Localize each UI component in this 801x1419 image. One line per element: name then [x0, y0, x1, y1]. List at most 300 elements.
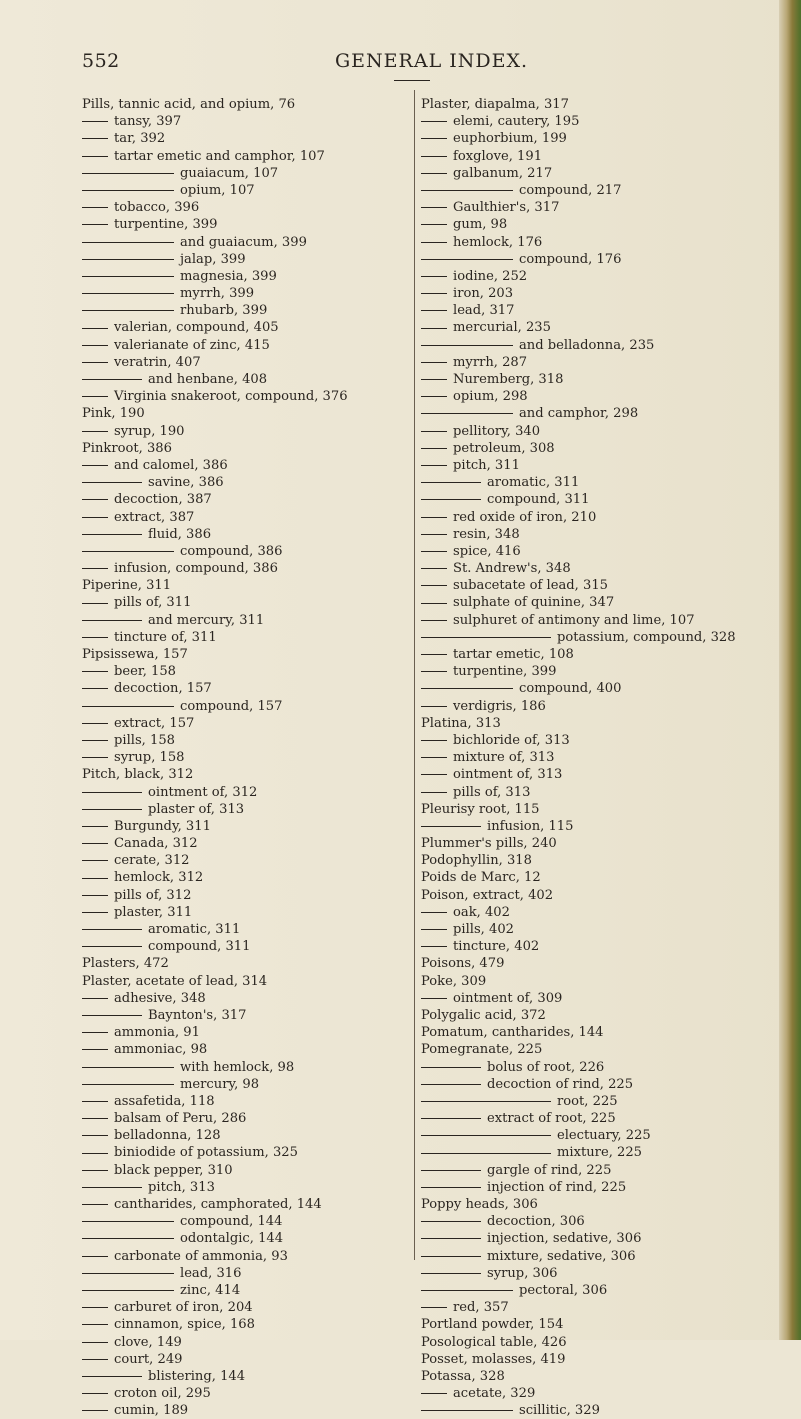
index-entry — [421, 1402, 781, 1419]
index-dash-rule — [82, 1376, 142, 1377]
index-entry — [82, 526, 422, 543]
index-entry — [421, 526, 781, 543]
index-entry-text: mercury, 98 — [180, 1076, 260, 1092]
index-entry — [421, 784, 781, 801]
index-entry-text: odontalgic, 144 — [180, 1231, 284, 1247]
index-dash-rule — [82, 465, 108, 466]
index-dash-rule — [421, 534, 447, 535]
index-dash-rule — [82, 276, 174, 277]
index-entry-text: extract of root, 225 — [487, 1111, 616, 1127]
index-dash-rule — [82, 1170, 108, 1171]
index-dash-rule — [421, 654, 447, 655]
index-entry-text: cinnamon, spice, 168 — [114, 1317, 255, 1333]
index-dash-rule — [421, 826, 481, 827]
index-dash-rule — [421, 1290, 513, 1291]
index-entry-text: Burgundy, 311 — [114, 818, 211, 834]
index-entry — [421, 1179, 781, 1196]
index-entry — [421, 113, 781, 130]
index-dash-rule — [421, 912, 447, 913]
index-dash-rule — [82, 1101, 108, 1102]
index-dash-rule — [82, 1067, 174, 1068]
index-dash-rule — [82, 1290, 174, 1291]
index-entry-text: Platina, 313 — [421, 715, 501, 731]
index-entry-text: pills, 402 — [453, 922, 514, 937]
index-entry — [421, 1282, 781, 1299]
index-entry-text: zinc, 414 — [180, 1282, 241, 1298]
index-dash-rule — [82, 156, 108, 157]
index-dash-rule — [421, 1084, 481, 1085]
index-entry — [421, 1127, 781, 1144]
header-ornament — [394, 80, 430, 87]
index-entry-text: hemlock, 176 — [453, 234, 543, 250]
index-entry — [82, 646, 422, 663]
index-entry-text: spice, 416 — [453, 543, 521, 559]
index-dash-rule — [82, 1324, 108, 1325]
index-entry — [82, 543, 422, 560]
index-entry-text: infusion, 115 — [487, 818, 574, 834]
index-entry-text: Poppy heads, 306 — [421, 1197, 538, 1212]
index-dash-rule — [421, 1238, 481, 1239]
index-entry-text: turpentine, 399 — [114, 217, 218, 233]
index-entry-text: lead, 317 — [453, 303, 515, 319]
index-entry — [82, 663, 422, 680]
index-dash-rule — [421, 448, 447, 449]
index-dash-rule — [82, 517, 108, 518]
index-dash-rule — [82, 843, 108, 844]
index-dash-rule — [421, 1187, 481, 1188]
index-entry-text: myrrh, 399 — [180, 286, 255, 302]
index-entry — [421, 337, 781, 354]
index-entry — [421, 629, 781, 646]
index-dash-rule — [421, 1273, 481, 1274]
index-dash-rule — [421, 413, 513, 414]
index-entry — [82, 268, 422, 285]
index-dash-rule — [421, 774, 447, 775]
index-entry-text: Pills, tannic acid, and opium, 76 — [82, 97, 296, 112]
index-entry — [421, 1059, 781, 1076]
index-entry — [82, 234, 422, 251]
index-entry-text: Potassa, 328 — [421, 1368, 505, 1384]
index-entry — [82, 1110, 422, 1127]
index-entry — [82, 835, 422, 852]
index-entry — [421, 1213, 781, 1230]
index-entry — [421, 319, 781, 336]
index-entry — [82, 869, 422, 886]
index-entry-text: balsam of Peru, 286 — [114, 1111, 247, 1127]
index-dash-rule — [82, 620, 142, 621]
index-entry-text: and henbane, 408 — [148, 372, 268, 387]
index-dash-rule — [82, 757, 108, 758]
index-entry — [82, 491, 422, 508]
index-dash-rule — [421, 740, 447, 741]
index-entry — [421, 543, 781, 560]
index-entry-text: ammonia, 91 — [114, 1025, 200, 1041]
index-entry-text: and guaiacum, 399 — [180, 234, 307, 250]
index-entry-text: resin, 348 — [453, 526, 520, 542]
index-entry — [421, 96, 781, 113]
index-entry — [421, 509, 781, 526]
index-entry — [421, 1144, 781, 1161]
index-dash-rule — [421, 1393, 447, 1394]
index-dash-rule — [82, 723, 108, 724]
index-dash-rule — [421, 345, 513, 346]
index-entry — [421, 594, 781, 611]
index-entry — [421, 766, 781, 783]
index-entry-text: fluid, 386 — [148, 526, 212, 542]
index-entry — [82, 199, 422, 216]
index-entry-text: elemi, cautery, 195 — [453, 114, 580, 130]
index-entry-text: tincture, 402 — [453, 939, 540, 955]
index-entry-text: plaster of, 313 — [148, 801, 245, 817]
index-dash-rule — [421, 568, 447, 569]
index-entry — [82, 1213, 422, 1230]
index-dash-rule — [82, 946, 142, 947]
index-entry-text: hemlock, 312 — [114, 870, 204, 886]
index-entry-text: tobacco, 396 — [114, 200, 200, 216]
index-entry-text: clove, 149 — [114, 1334, 182, 1350]
index-entry — [82, 1007, 422, 1024]
index-entry-text: syrup, 190 — [114, 423, 185, 439]
index-dash-rule — [82, 1204, 108, 1205]
index-dash-rule — [421, 224, 447, 225]
index-entry-text: syrup, 158 — [114, 750, 185, 766]
index-entry — [421, 148, 781, 165]
index-entry — [82, 955, 422, 972]
index-dash-rule — [421, 121, 447, 122]
index-entry — [82, 629, 422, 646]
index-dash-rule — [421, 190, 513, 191]
index-dash-rule — [421, 465, 447, 466]
index-dash-rule — [421, 585, 447, 586]
index-dash-rule — [82, 568, 108, 569]
index-entry — [82, 1144, 422, 1161]
index-dash-rule — [82, 551, 174, 552]
index-entry-text: Pleurisy root, 115 — [421, 801, 540, 817]
index-dash-rule — [82, 1135, 108, 1136]
index-entry-text: syrup, 306 — [487, 1265, 558, 1281]
page-title: GENERAL INDEX. — [335, 50, 529, 72]
index-dash-rule — [421, 1221, 481, 1222]
index-entry-text: iron, 203 — [453, 286, 514, 302]
index-dash-rule — [421, 671, 447, 672]
index-entry — [421, 457, 781, 474]
index-dash-rule — [82, 1153, 108, 1154]
index-entry-text: biniodide of potassium, 325 — [114, 1145, 298, 1161]
index-entry — [82, 715, 422, 732]
index-entry — [421, 1385, 781, 1402]
index-entry-text: pills of, 312 — [114, 887, 192, 903]
index-entry-text: ointment of, 312 — [148, 784, 258, 800]
index-entry-text: decoction of rind, 225 — [487, 1076, 634, 1092]
index-entry — [421, 423, 781, 440]
index-entry — [421, 302, 781, 319]
index-entry-text: veratrin, 407 — [114, 354, 201, 370]
index-entry — [421, 990, 781, 1007]
index-entry-text: guaiacum, 107 — [180, 165, 279, 181]
index-entry — [82, 423, 422, 440]
index-entry — [421, 182, 781, 199]
index-entry — [82, 1230, 422, 1247]
index-entry-text: Gaulthier's, 317 — [453, 200, 560, 216]
index-entry — [82, 285, 422, 302]
index-entry-text: court, 249 — [114, 1351, 183, 1367]
index-entry — [82, 852, 422, 869]
index-dash-rule — [82, 190, 174, 191]
index-entry-text: mercurial, 235 — [453, 320, 551, 336]
index-dash-rule — [421, 1135, 551, 1136]
index-entry-text: savine, 386 — [148, 475, 224, 491]
index-entry-text: sulphate of quinine, 347 — [453, 595, 615, 611]
index-entry-text: potassium, compound, 328 — [557, 629, 736, 645]
index-entry-text: pills of, 313 — [453, 784, 531, 800]
index-entry — [421, 1230, 781, 1247]
index-entry — [82, 302, 422, 319]
index-dash-rule — [421, 757, 447, 758]
index-dash-rule — [82, 1238, 174, 1239]
index-entry — [82, 440, 422, 457]
index-entry — [82, 921, 422, 938]
index-entry-text: extract, 157 — [114, 715, 195, 731]
index-entry — [82, 165, 422, 182]
index-entry — [82, 509, 422, 526]
index-dash-rule — [82, 1273, 174, 1274]
index-entry-text: foxglove, 191 — [453, 148, 543, 164]
index-dash-rule — [82, 740, 108, 741]
index-entry-text: rhubarb, 399 — [180, 303, 268, 319]
index-entry-text: galbanum, 217 — [453, 165, 553, 181]
index-entry — [82, 1299, 422, 1316]
index-entry-text: Pomegranate, 225 — [421, 1042, 543, 1058]
index-entry — [82, 594, 422, 611]
index-dash-rule — [421, 293, 447, 294]
index-entry-text: myrrh, 287 — [453, 354, 528, 370]
index-entry-text: decoction, 306 — [487, 1214, 585, 1230]
index-entry — [421, 1110, 781, 1127]
index-entry-text: Plaster, acetate of lead, 314 — [82, 973, 268, 989]
index-entry-text: Poke, 309 — [421, 973, 487, 989]
index-entry — [421, 474, 781, 491]
index-entry-text: subacetate of lead, 315 — [453, 578, 608, 594]
index-dash-rule — [421, 379, 447, 380]
index-entry-text: compound, 386 — [180, 543, 283, 559]
index-dash-rule — [421, 431, 447, 432]
index-dash-rule — [82, 362, 108, 363]
index-entry — [421, 1196, 781, 1213]
index-entry-text: Baynton's, 317 — [148, 1007, 247, 1023]
index-entry — [82, 457, 422, 474]
index-entry-text: Plummer's pills, 240 — [421, 836, 557, 852]
index-dash-rule — [82, 637, 108, 638]
index-entry — [82, 1162, 422, 1179]
index-dash-rule — [82, 809, 142, 810]
index-dash-rule — [421, 138, 447, 139]
index-dash-rule — [82, 396, 108, 397]
index-dash-rule — [421, 242, 447, 243]
index-entry-text: red, 357 — [453, 1300, 509, 1316]
index-entry-text: pitch, 311 — [453, 457, 520, 473]
index-entry — [421, 887, 781, 904]
index-entry — [82, 1265, 422, 1282]
index-entry — [82, 371, 422, 388]
index-entry — [82, 732, 422, 749]
index-entry — [421, 1007, 781, 1024]
index-entry-text: compound, 311 — [148, 939, 251, 955]
index-entry — [421, 130, 781, 147]
index-entry-text: and mercury, 311 — [148, 612, 265, 628]
index-entry — [421, 251, 781, 268]
index-entry-text: pills, 158 — [114, 732, 175, 748]
index-dash-rule — [421, 1307, 447, 1308]
index-entry-text: ammoniac, 98 — [114, 1042, 208, 1058]
index-entry-text: sulphuret of antimony and lime, 107 — [453, 612, 695, 628]
index-entry — [82, 1076, 422, 1093]
index-entry — [82, 130, 422, 147]
column-divider — [414, 90, 415, 1260]
index-entry-text: injection of rind, 225 — [487, 1179, 627, 1195]
index-entry-text: oak, 402 — [453, 904, 510, 920]
index-entry — [82, 1282, 422, 1299]
index-entry-text: and calomel, 386 — [114, 457, 228, 473]
index-dash-rule — [421, 517, 447, 518]
index-entry-text: root, 225 — [557, 1093, 618, 1109]
index-entry-text: Canada, 312 — [114, 836, 198, 852]
index-dash-rule — [82, 310, 174, 311]
index-entry-text: compound, 176 — [519, 251, 622, 267]
index-entry-text: gum, 98 — [453, 217, 508, 233]
index-entry-text: Poids de Marc, 12 — [421, 870, 541, 886]
index-dash-rule — [82, 1084, 174, 1085]
index-entry — [82, 698, 422, 715]
index-entry-text: aromatic, 311 — [487, 475, 580, 491]
index-entry — [82, 1316, 422, 1333]
index-entry — [82, 990, 422, 1007]
index-entry — [421, 1299, 781, 1316]
index-dash-rule — [421, 1118, 481, 1119]
index-entry-text: croton oil, 295 — [114, 1386, 211, 1402]
index-entry-text: lead, 316 — [180, 1265, 242, 1281]
index-entry-text: carburet of iron, 204 — [114, 1300, 253, 1316]
index-entry-text: compound, 144 — [180, 1214, 283, 1230]
index-dash-rule — [82, 1221, 174, 1222]
index-column-right — [421, 96, 781, 1419]
index-entry-text: Posological table, 426 — [421, 1334, 567, 1350]
index-entry — [82, 337, 422, 354]
index-entry — [82, 388, 422, 405]
index-entry — [421, 732, 781, 749]
index-entry-text: Portland powder, 154 — [421, 1317, 564, 1333]
index-entry — [421, 405, 781, 422]
index-dash-rule — [82, 259, 174, 260]
index-entry-text: adhesive, 348 — [114, 990, 206, 1006]
index-dash-rule — [82, 1359, 108, 1360]
index-dash-rule — [421, 603, 447, 604]
index-entry — [421, 1024, 781, 1041]
index-dash-rule — [82, 878, 108, 879]
index-entry-text: mixture of, 313 — [453, 750, 555, 766]
index-entry-text: ointment of, 309 — [453, 990, 563, 1006]
index-entry — [82, 612, 422, 629]
index-entry — [421, 491, 781, 508]
index-dash-rule — [82, 173, 174, 174]
index-entry-text: black pepper, 310 — [114, 1162, 233, 1178]
index-entry-text: Pomatum, cantharides, 144 — [421, 1025, 604, 1041]
index-dash-rule — [421, 482, 481, 483]
index-entry — [421, 1316, 781, 1333]
index-dash-rule — [421, 998, 447, 999]
index-entry — [421, 1368, 781, 1385]
index-entry — [421, 577, 781, 594]
index-dash-rule — [82, 1410, 108, 1411]
index-entry-text: electuary, 225 — [557, 1128, 651, 1144]
index-entry-text: cerate, 312 — [114, 853, 190, 869]
index-entry — [421, 216, 781, 233]
index-entry — [421, 715, 781, 732]
index-entry — [421, 1265, 781, 1282]
index-entry-text: and camphor, 298 — [519, 406, 639, 422]
index-dash-rule — [82, 534, 142, 535]
index-entry — [421, 1334, 781, 1351]
index-dash-rule — [82, 224, 108, 225]
index-entry — [82, 577, 422, 594]
index-dash-rule — [82, 929, 142, 930]
index-entry — [82, 474, 422, 491]
index-dash-rule — [421, 792, 447, 793]
index-entry-text: Plaster, diapalma, 317 — [421, 97, 569, 112]
index-entry-text: assafetida, 118 — [114, 1093, 215, 1109]
index-dash-rule — [82, 706, 174, 707]
index-entry-text: compound, 157 — [180, 698, 283, 714]
index-dash-rule — [82, 1256, 108, 1257]
index-dash-rule — [82, 121, 108, 122]
index-entry-text: St. Andrew's, 348 — [453, 561, 571, 577]
index-entry — [82, 1351, 422, 1368]
index-entry — [421, 560, 781, 577]
index-entry-text: compound, 400 — [519, 681, 622, 697]
index-entry — [421, 869, 781, 886]
index-entry-text: red oxide of iron, 210 — [453, 509, 597, 525]
index-entry — [421, 852, 781, 869]
index-entry — [82, 96, 422, 113]
index-dash-rule — [82, 242, 174, 243]
index-entry — [421, 1076, 781, 1093]
index-entry — [82, 766, 422, 783]
index-entry — [421, 680, 781, 697]
index-entry — [421, 285, 781, 302]
index-dash-rule — [82, 912, 108, 913]
index-entry-text: blistering, 144 — [148, 1368, 246, 1384]
index-entry-text: Pitch, black, 312 — [82, 767, 194, 783]
index-dash-rule — [421, 362, 447, 363]
index-dash-rule — [82, 1032, 108, 1033]
index-entry — [421, 955, 781, 972]
index-entry — [82, 405, 422, 422]
index-entry-text: mixture, sedative, 306 — [487, 1248, 636, 1264]
page-number: 552 — [82, 50, 120, 72]
index-entry-text: tartar emetic, 108 — [453, 647, 574, 662]
index-entry-text: Pink, 190 — [82, 406, 145, 422]
index-entry-text: euphorbium, 199 — [453, 131, 567, 147]
index-dash-rule — [82, 998, 108, 999]
index-entry-text: Pipsissewa, 157 — [82, 647, 188, 662]
index-entry-text: beer, 158 — [114, 664, 177, 680]
index-dash-rule — [421, 1101, 551, 1102]
index-dash-rule — [421, 396, 447, 397]
index-entry-text: aromatic, 311 — [148, 922, 241, 937]
index-entry — [82, 1248, 422, 1265]
index-entry — [421, 663, 781, 680]
index-entry-text: ointment of, 313 — [453, 767, 563, 783]
index-dash-rule — [82, 482, 142, 483]
